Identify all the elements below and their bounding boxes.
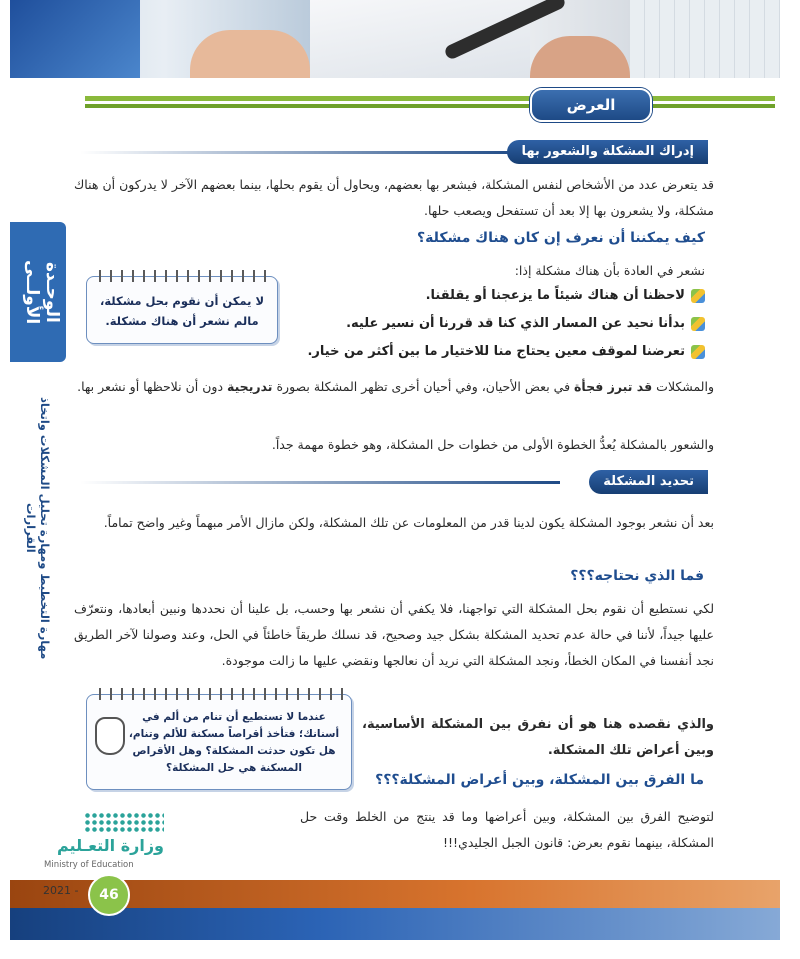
section2-paragraph3: والذي نقصده هنا هو أن نفرق بين المشكلة الأساسية، وبين أعراض تلك المشكلة. <box>362 717 714 758</box>
title-separator <box>85 94 775 114</box>
section2-paragraph1: بعد أن نشعر بوجود المشكلة يكون لدينا قدر من المعلومات عن تلك المشكلة، ولكن مازال الأمر مبهماً وغير واضح تماماً. <box>103 515 714 530</box>
footer-blue-band <box>10 908 780 940</box>
bullet-item: تعرضنا لموقف معين يحتاج منا للاختيار ما بين أكثر من خيار. <box>260 344 705 359</box>
notepad-note-1: لا يمكن أن نقوم بحل مشكلة، مالم نشعر أن هناك مشكلة. <box>86 276 278 344</box>
page-number: 46 <box>88 874 130 916</box>
section1-question: كيف يمكننا أن نعرف إن كان هناك مشكلة؟ <box>417 230 705 246</box>
section2-question1: فما الذي نحتاجه؟؟؟ <box>570 568 704 584</box>
section1-heading: إدراك المشكلة والشعور بها <box>507 140 708 164</box>
spiral-binding <box>95 270 269 282</box>
section1-paragraph1: قد يتعرض عدد من الأشخاص لنفس المشكلة، فيشعر بها بعضهم، ويحاول أن يقوم بحلها، بينما بعضهم الآخر لا يدركون أن هناك مشكلة، ولا يشعرون بها إلا بعد أن تستفحل ويصعب حلها. <box>74 177 714 218</box>
unit-tab <box>10 222 66 362</box>
section1-paragraph3: والشعور بالمشكلة يُعدُّ الخطوة الأولى من خطوات حل المشكلة، وهو خطوة مهمة جداً. <box>271 437 714 452</box>
main-title: العرض <box>530 88 652 122</box>
cubes-icon <box>691 345 705 359</box>
section2-paragraph2: لكي نستطيع أن نقوم بحل المشكلة التي تواجهنا، فلا يكفي أن نشعر بها وحسب، بل علينا أن نحددها ونبين أبعادها، ونتعرّف عليها جيداً، لأننا في حالة عدم تحديد المشكلة بشكل جيد وصحيح، قد نسلك طريقاً خاطئاً في الحل، وعند وصولنا لآخر الطريق نجد أنفسنا في المكان الخطأ، ونجد المشكلة التي نريد أن نعالجها ونقضي عليها ما زالت موجودة. <box>74 601 714 668</box>
ministry-logo-pattern <box>84 812 164 834</box>
section2-question2: ما الفرق بين المشكلة، وبين أعراض المشكلة؟؟؟ <box>375 772 704 788</box>
tooth-icon <box>95 717 125 755</box>
subject-label: مهارة التخطيط ومهارة تحليل المشكلات واتخاذ القرارات <box>24 396 52 660</box>
textbook-page <box>10 0 780 940</box>
section2-heading: تحديد المشكلة <box>589 470 708 494</box>
bullet-item: لاحظنا أن هناك شيئاً ما يزعجنا أو يقلقنا. <box>260 288 705 303</box>
cubes-icon <box>691 317 705 331</box>
year-label: 2021 - <box>43 884 79 897</box>
section2-heading-band <box>80 470 708 494</box>
unit-label: الوحـدة الأولــى <box>22 259 62 325</box>
header-photo-banner <box>10 0 780 78</box>
section1-heading-band <box>80 140 708 164</box>
ministry-name-ar: وزارة التعـليم <box>57 836 164 855</box>
ministry-logo <box>44 812 164 872</box>
bullet-item: بدأنا نحيد عن المسار الذي كنا قد قررنا أن نسير عليه. <box>260 316 705 331</box>
spiral-binding <box>95 688 343 700</box>
section2-paragraph4: لتوضيح الفرق بين المشكلة، وبين أعراضها وما قد ينتج من الخلط وقت حل المشكلة، بينهما نقوم بعرض: قانون الجبل الجليدي!!! <box>300 809 714 850</box>
section1-paragraph2: والمشكلات قد تبرز فجأة في بعض الأحيان، وفي أحيان أخرى تظهر المشكلة بصورة تدريجية دون أن نلاحظها أو نشعر بها. <box>77 379 714 394</box>
section1-intro: نشعر في العادة بأن هناك مشكلة إذا: <box>514 263 705 278</box>
notepad-note-2: عندما لا تستطيع أن تنام من ألم في أسنانك؛ فتأخذ أقراصاً مسكنة للألم وتنام، هل تكون حدثت المشكلة؟ وهل الأقراص المسكنة هي حل المشكلة؟ <box>86 694 352 790</box>
cubes-icon <box>691 289 705 303</box>
ministry-name-en: Ministry of Education <box>44 860 134 870</box>
